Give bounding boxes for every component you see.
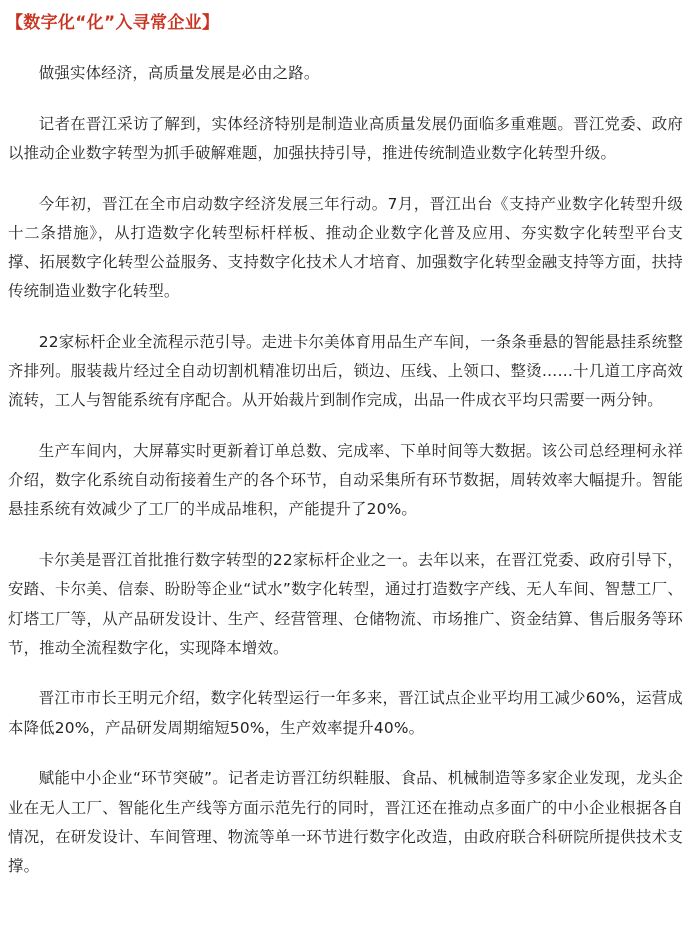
paragraph-mayor-results: 晋江市市长王明元介绍，数字化转型运行一年多来，晋江试点企业平均用工减少60%，运营成本降低20%，产品研发周期缩短50%，生产效率提升40%。: [8, 689, 683, 737]
paragraph-interview: 记者在晋江采访了解到，实体经济特别是制造业高质量发展仍面临多重难题。晋江党委、政府以推动企业数字转型为抓手破解难题，加强扶持引导，推进传统制造业数字化转型升级。: [8, 114, 683, 162]
paragraph-pilot-companies: 卡尔美是晋江首批推行数字转型的22家标杆企业之一。去年以来，在晋江党委、政府引导下，安踏、卡尔美、信泰、盼盼等企业“试水”数字化转型，通过打造数字产线、无人车间、智慧工厂、灯塔工厂等，从产品研发设计、生产、经营管理、仓储物流、市场推广、资金结算、售后服务等环节，推动全流程数字化，实现降本增效。: [8, 551, 683, 657]
paragraph-policy: 今年初，晋江在全市启动数字经济发展三年行动。7月，晋江出台《支持产业数字化转型升级十二条措施》，从打造数字化转型标杆样板、推动企业数字化普及应用、夯实数字化转型平台支撑、拓展数字化转型公益服务、支持数字化技术人才培育、加强数字化转型金融支持等方面，扶持传统制造业数字化转型。: [8, 194, 683, 301]
paragraph-sme: 赋能中小企业“环节突破”。记者走访晋江纺织鞋服、食品、机械制造等多家企业发现，龙头企业在无人工厂、智能化生产线等方面示范先行的同时，晋江还在推动点多面广的中小企业根据各自情况，在研发设计、车间管理、物流等单一环节进行数字化改造，由政府联合科研院所提供技术支撑。: [8, 769, 683, 875]
paragraph-intro: 做强实体经济，高质量发展是必由之路。: [38, 64, 320, 82]
paragraph-workshop: 生产车间内，大屏幕实时更新着订单总数、完成率、下单时间等大数据。该公司总经理柯永祥介绍，数字化系统自动衔接着生产的各个环节，自动采集所有环节数据，周转效率大幅提升。智能悬挂系统有效减少了工厂的半成品堆积，产能提升了20%。: [8, 442, 683, 519]
section-title: 【数字化“化”入寻常企业】: [6, 13, 220, 33]
paragraph-benchmark: 22家标杆企业全流程示范引导。走进卡尔美体育用品生产车间，一条条垂悬的智能悬挂系统整齐排列。服装裁片经过全自动切割机精准切出后，锁边、压线、上领口、整烫……十几道工序高效流转，工人与智能系统有序配合。从开始裁片到制作完成，出品一件成衣平均只需要一两分钟。: [8, 332, 683, 410]
